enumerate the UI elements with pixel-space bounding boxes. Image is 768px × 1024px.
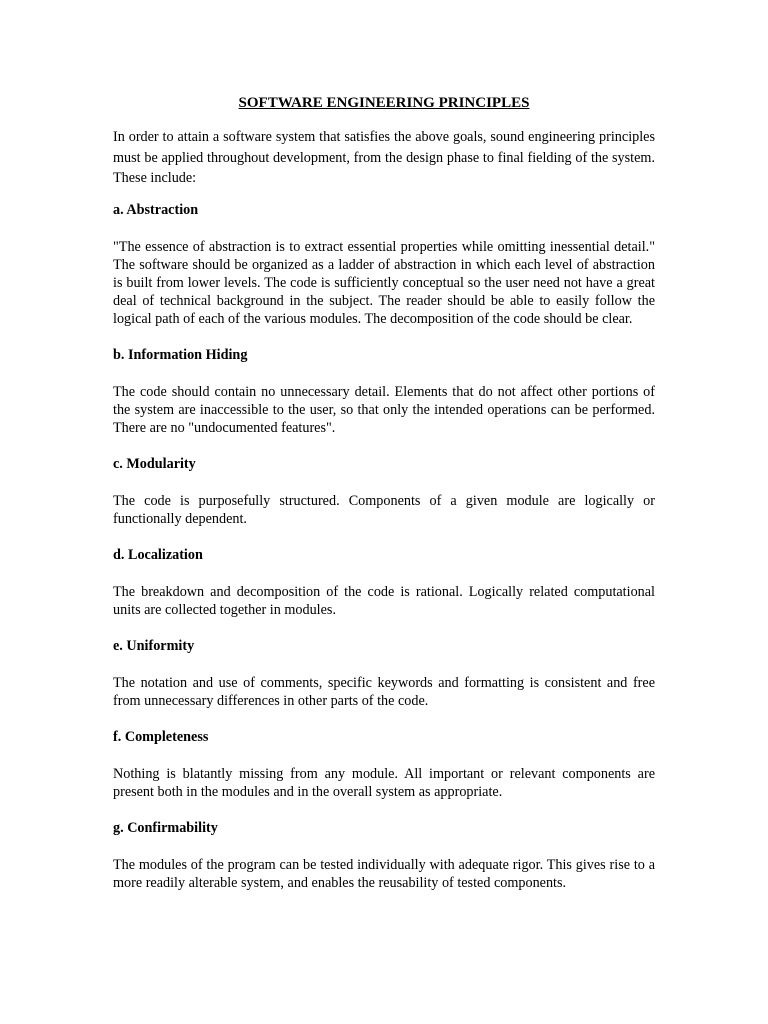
section-heading: f. Completeness	[113, 728, 209, 745]
section-body: The modules of the program can be tested individually with adequate rigor. This gives rise to a more readily alterable system, and enables the reusability of tested components.	[113, 856, 655, 891]
section-heading: a. Abstraction	[113, 201, 199, 218]
section-localization	[113, 546, 655, 619]
section-confirmability	[113, 819, 655, 892]
section-heading: d. Localization	[113, 546, 203, 563]
section-uniformity	[113, 637, 655, 710]
section-information-hiding	[113, 346, 655, 437]
section-body: The code should contain no unnecessary detail. Elements that do not affect other portions of the system are inaccessible to the user, so that only the intended operations can be performed. There are no "undocumented features".	[113, 383, 655, 436]
section-body: The notation and use of comments, specific keywords and formatting is consistent and free from unnecessary differences in other parts of the code.	[113, 674, 655, 709]
section-modularity	[113, 455, 655, 528]
section-body: The breakdown and decomposition of the code is rational. Logically related computational units are collected together in modules.	[113, 583, 655, 618]
section-heading: g. Confirmability	[113, 819, 218, 836]
document-title: SOFTWARE ENGINEERING PRINCIPLES	[238, 95, 530, 111]
section-heading: b. Information Hiding	[113, 346, 248, 363]
section-body: "The essence of abstraction is to extract essential properties while omitting inessential detail." The software should be organized as a ladder of abstraction in which each level of abstraction is built from lower levels. The code is sufficiently conceptual so the user need not have a great deal of technical background in the subject. The reader should be able to easily follow the logical path of each of the various modules. The decomposition of the code should be clear.	[113, 238, 655, 327]
section-completeness	[113, 728, 655, 801]
section-heading: c. Modularity	[113, 455, 196, 472]
section-body: The code is purposefully structured. Components of a given module are logically or functionally dependent.	[113, 492, 655, 527]
section-abstraction	[113, 201, 655, 328]
document-page	[113, 94, 655, 910]
intro-paragraph: In order to attain a software system that satisfies the above goals, sound engineering principles must be applied throughout development, from the design phase to final fielding of the system. These include:	[113, 129, 655, 186]
section-heading: e. Uniformity	[113, 637, 195, 654]
section-body: Nothing is blatantly missing from any module. All important or relevant components are present both in the modules and in the overall system as appropriate.	[113, 765, 655, 800]
